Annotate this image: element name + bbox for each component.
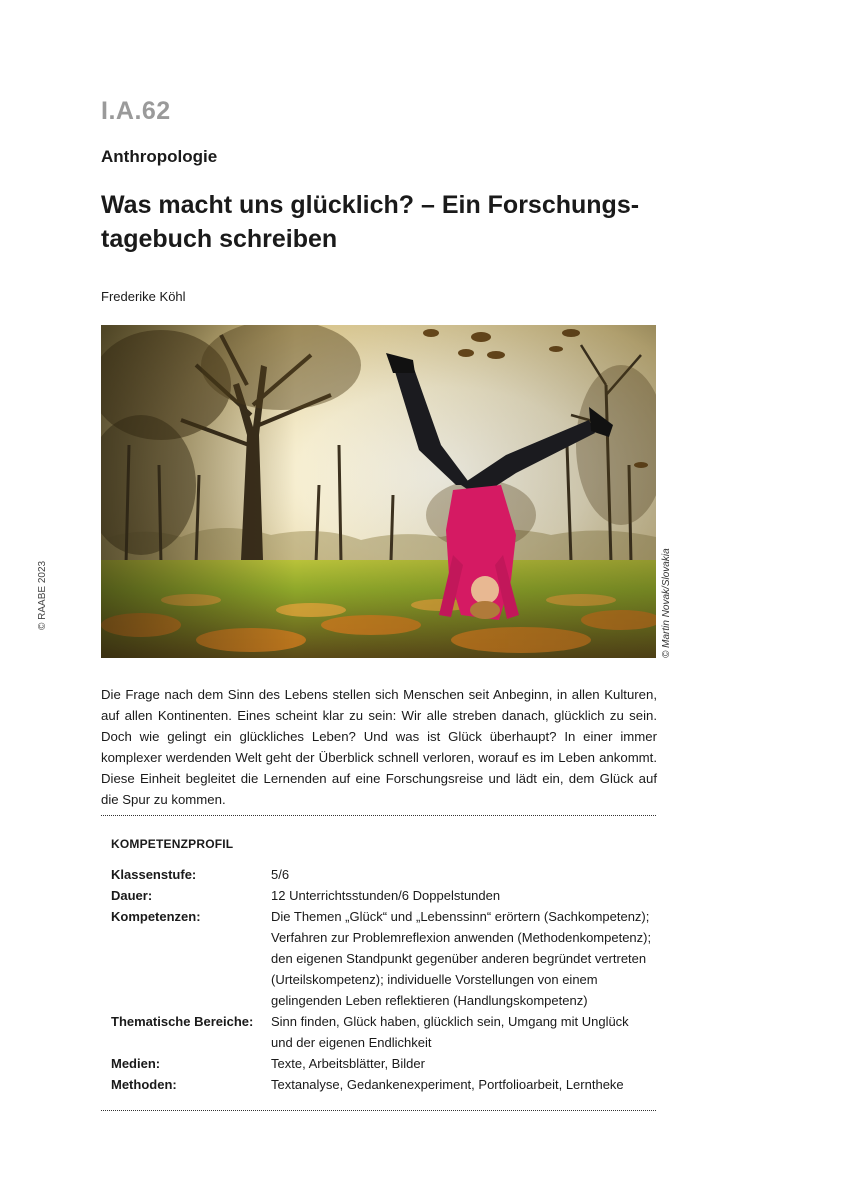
page-title xyxy=(101,188,661,256)
competence-profile-table xyxy=(108,864,656,1095)
row-label: Methoden: xyxy=(111,1077,177,1092)
row-label: Klassenstufe: xyxy=(111,867,197,882)
intro-paragraph: Die Frage nach dem Sinn des Lebens stellen sich Menschen seit Anbeginn, in allen Kulturen, auf allen Kontinenten. Eines scheint klar zu sein: Wir alle streben danach, glücklich zu sein. Doch wie gelingt ein glückliches Leben? Und was ist Glück überhaupt? In einer immer komplexer werdenden Welt geht der Überblick schnell verloren, worauf es im Leben ankommt. Diese Einheit begleitet die Lernenden auf eine Forschungsreise und lädt ein, dem Glück auf die Spur zu kommen. xyxy=(101,687,657,807)
table-row xyxy=(108,885,656,906)
cover-photo xyxy=(101,325,656,658)
row-label: Thematische Bereiche: xyxy=(111,1014,254,1029)
profile-heading: KOMPETENZPROFIL xyxy=(111,837,234,851)
row-value: Textanalyse, Gedankenexperiment, Portfolioarbeit, Lerntheke xyxy=(271,1077,624,1092)
divider-bottom xyxy=(101,1110,656,1111)
row-value: 5/6 xyxy=(271,867,290,882)
table-row xyxy=(108,864,656,885)
row-label: Medien: xyxy=(111,1056,161,1071)
row-label: Kompetenzen: xyxy=(111,909,201,924)
title-line-2: tagebuch schreiben xyxy=(101,225,338,253)
row-value: Texte, Arbeitsblätter, Bilder xyxy=(271,1056,425,1071)
divider-top xyxy=(101,815,656,816)
table-row xyxy=(108,906,656,1011)
photo-credit: © Martin Novak/Slovakia xyxy=(661,548,672,658)
author-name: Frederike Köhl xyxy=(101,289,186,304)
subject-heading: Anthropologie xyxy=(101,147,218,166)
table-row xyxy=(108,1011,656,1053)
row-value: 12 Unterrichtsstunden/6 Doppelstunden xyxy=(271,888,501,903)
table-row xyxy=(108,1074,656,1095)
copyright-note: © RAABE 2023 xyxy=(37,560,48,630)
unit-code: I.A.62 xyxy=(101,97,171,125)
table-row xyxy=(108,1053,656,1074)
row-label: Dauer: xyxy=(111,888,153,903)
row-value: Die Themen „Glück“ und „Lebenssinn“ erörtern (Sachkompetenz); Verfahren zur Problemreflexion anwenden (Methodenkompetenz); den eigenen Standpunkt gegenüber anderen begründet vertreten (Urteilskompetenz); individuelle Vorstellungen von einem gelingenden Leben reflektieren (Handlungskompetenz) xyxy=(271,909,652,1008)
title-line-1: Was macht uns glücklich? – Ein Forschungs- xyxy=(101,191,640,219)
row-value: Sinn finden, Glück haben, glücklich sein, Umgang mit Unglück und der eigenen Endlichkeit xyxy=(271,1014,629,1050)
